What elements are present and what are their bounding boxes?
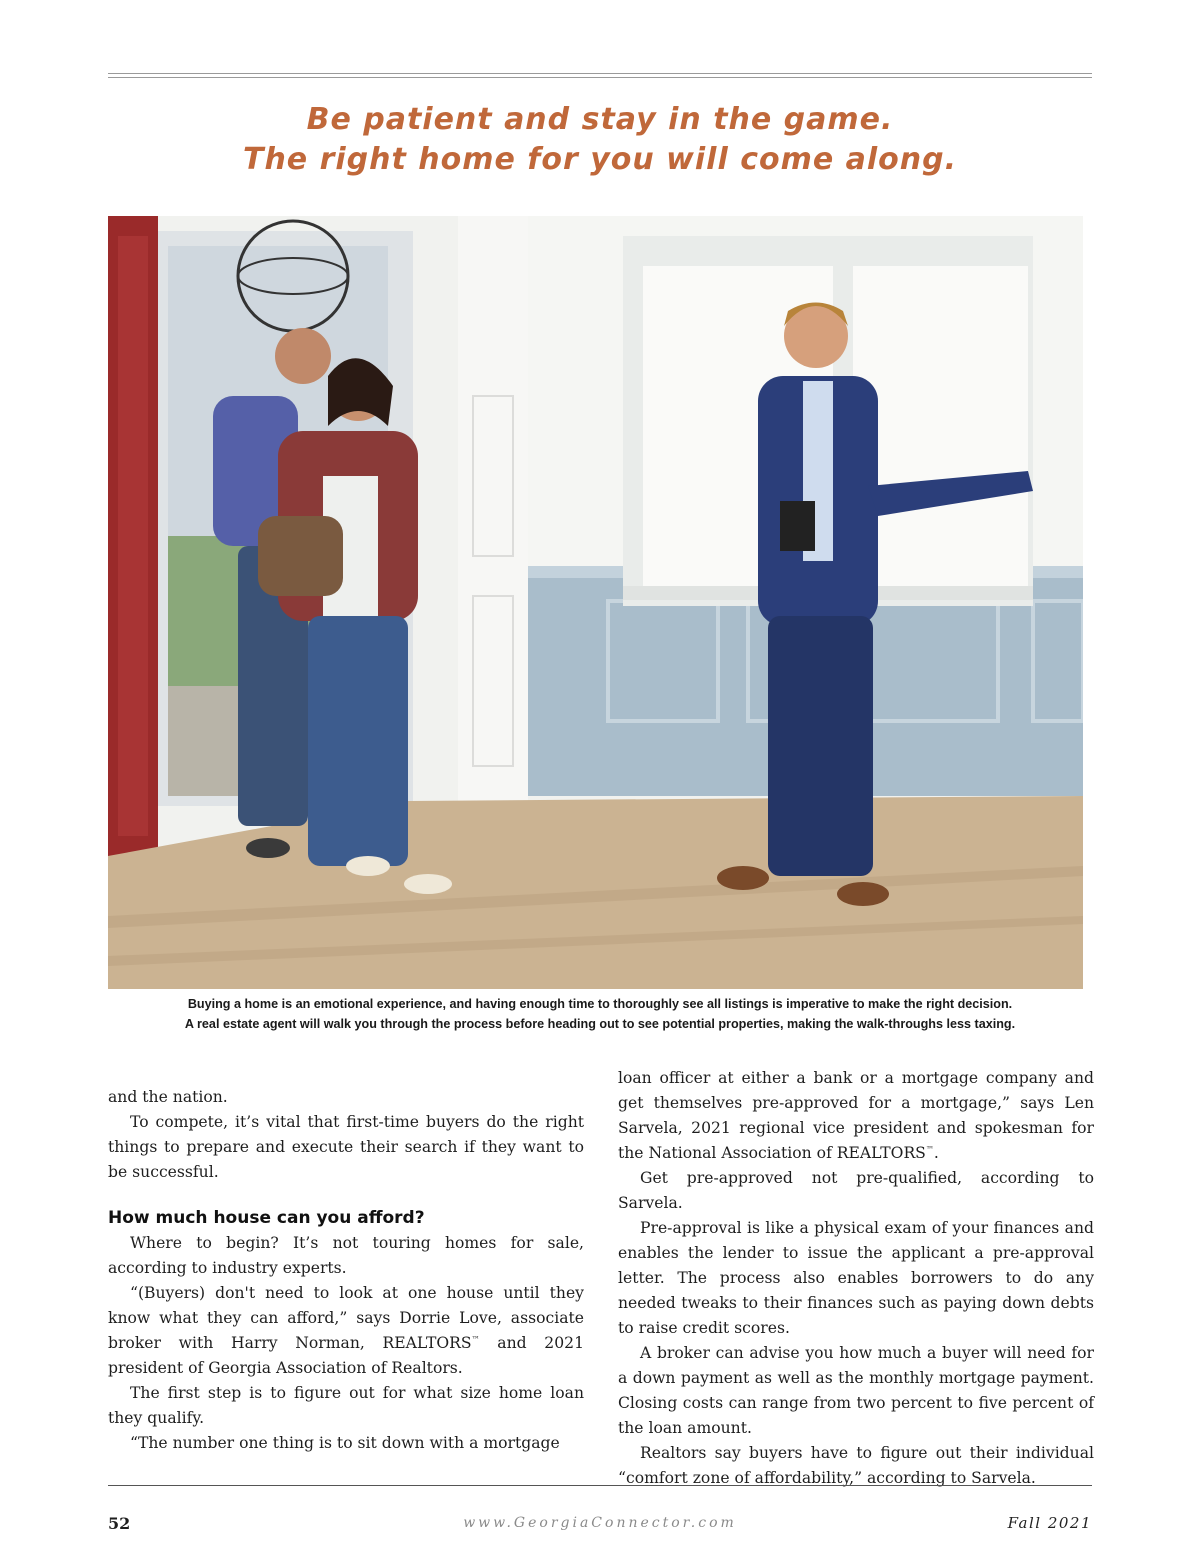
paragraph-text: . <box>933 1144 939 1162</box>
page-footer <box>108 1514 1092 1538</box>
footer-rule <box>108 1485 1092 1486</box>
paragraph: and the nation. <box>108 1088 228 1106</box>
paragraph <box>108 1281 584 1381</box>
paragraph-text: loan officer at either a bank or a mortgage company and get themselves pre-approved for a mortgage,” says Len Sarvela, 2021 regional vice president and spokesman for the National Association of REALTORS <box>618 1069 1094 1162</box>
top-rule-secondary <box>108 77 1092 78</box>
section-heading: How much house can you afford? <box>108 1208 425 1228</box>
website-url: www.GeorgiaConnector.com <box>463 1515 737 1531</box>
top-rule <box>108 73 1092 74</box>
paragraph: A broker can advise you how much a buyer will need for a down payment as well as the monthly mortgage payment. Closing costs can range from two percent to five percent of the loan amount. <box>618 1344 1094 1437</box>
real-estate-showing-illustration <box>108 216 1083 989</box>
photo-caption <box>108 994 1092 1034</box>
paragraph-text: and 2021 president of Georgia Association of Realtors. <box>108 1334 584 1377</box>
trademark-symbol: ™ <box>925 1144 934 1154</box>
paragraph: Realtors say buyers have to figure out their individual “comfort zone of affordability,” according to Sarvela. <box>618 1444 1094 1487</box>
paragraph: To compete, it’s vital that first-time buyers do the right things to prepare and execute their search if they want to be successful. <box>108 1113 584 1181</box>
page-number: 52 <box>108 1514 131 1533</box>
paragraph: Get pre-approved not pre-qualified, according to Sarvela. <box>618 1169 1094 1212</box>
paragraph-text: “(Buyers) don't need to look at one house until they know what they can afford,” says Dorrie Love, associate broker with Harry Norman, REALTORS <box>108 1284 584 1352</box>
caption-line-1: Buying a home is an emotional experience, and having enough time to thoroughly see all listings is imperative to make the right decision. <box>187 997 1013 1011</box>
headline-line-1: Be patient and stay in the game. <box>306 102 894 137</box>
caption-line-2: A real estate agent will walk you through the process before heading out to see potential properties, making the walk-throughs less taxing. <box>184 1017 1016 1031</box>
article-column-right <box>618 1066 1094 1491</box>
paragraph: “The number one thing is to sit down with a mortgage <box>130 1434 560 1452</box>
headline-line-2: The right home for you will come along. <box>242 142 957 177</box>
paragraph: Pre-approval is like a physical exam of your finances and enables the lender to issue the applicant a pre-approval letter. The process also enables borrowers to do any needed tweaks to their finances such as paying down debts to raise credit scores. <box>618 1219 1094 1337</box>
trademark-symbol: ™ <box>471 1334 480 1344</box>
paragraph: The first step is to figure out for what size home loan they qualify. <box>108 1384 584 1427</box>
article-photo <box>108 216 1083 989</box>
paragraph: Where to begin? It’s not touring homes for sale, according to industry experts. <box>108 1234 584 1277</box>
paragraph <box>618 1066 1094 1166</box>
article-column-left <box>108 1085 584 1456</box>
issue-label: Fall 2021 <box>1007 1514 1092 1532</box>
pull-quote-headline <box>108 100 1092 180</box>
